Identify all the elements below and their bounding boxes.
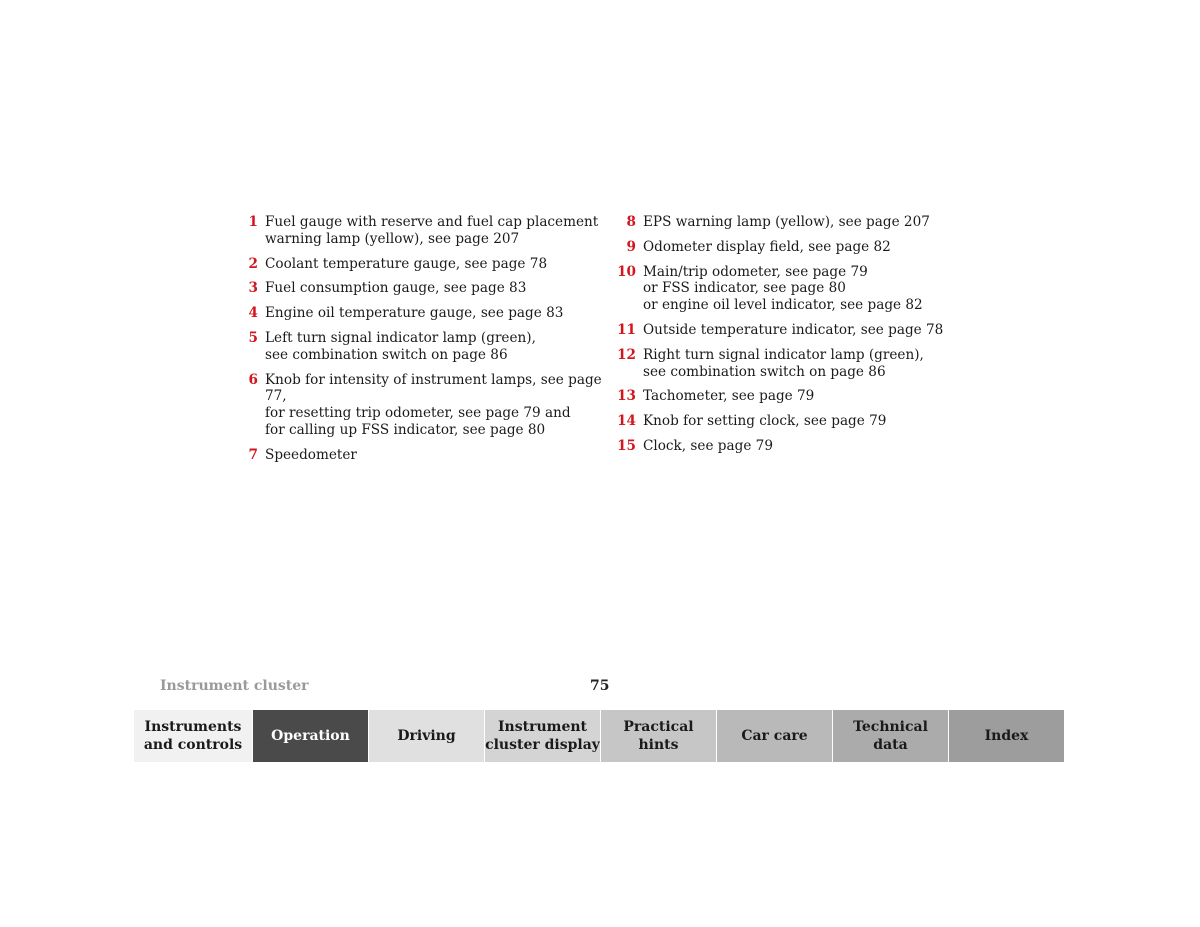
- legend-item: [234, 305, 604, 322]
- item-number: 11: [617, 321, 636, 338]
- legend-item: [234, 330, 604, 364]
- item-text: Coolant temperature gauge, see page 78: [265, 255, 548, 272]
- tab-operation[interactable]: Operation: [252, 710, 368, 762]
- item-number: 4: [248, 305, 258, 322]
- item-number: 12: [617, 346, 636, 363]
- page-number: 75: [590, 678, 610, 694]
- tab-instrument-cluster-display[interactable]: Instrument cluster display: [484, 710, 600, 762]
- item-number: 13: [617, 388, 636, 405]
- item-number: 2: [248, 255, 258, 272]
- legend-item: [612, 413, 992, 430]
- item-text: Clock, see page 79: [643, 437, 773, 454]
- legend-left-column: [234, 214, 604, 472]
- legend-item: [234, 214, 604, 248]
- item-number: 5: [248, 329, 258, 346]
- tab-driving[interactable]: Driving: [368, 710, 484, 762]
- tab-instruments-and-controls[interactable]: Instruments and controls: [134, 710, 252, 762]
- item-text: Odometer display field, see page 82: [643, 238, 891, 255]
- item-text: Right turn signal indicator lamp (green), see combination switch on page 86: [643, 346, 924, 380]
- tab-index[interactable]: Index: [948, 710, 1064, 762]
- item-number: 3: [248, 280, 258, 297]
- item-text: Fuel consumption gauge, see page 83: [265, 280, 527, 297]
- item-text: EPS warning lamp (yellow), see page 207: [643, 214, 930, 230]
- item-text: Knob for intensity of instrument lamps, see page 77, for resetting trip odometer, see page 79 and for calling up FSS indicator, see page 80: [265, 371, 602, 438]
- tab-practical-hints[interactable]: Practical hints: [600, 710, 716, 762]
- item-number: 14: [617, 413, 636, 430]
- item-text: Main/trip odometer, see page 79 or FSS indicator, see page 80 or engine oil level indicator, see page 82: [643, 263, 923, 314]
- item-number: 1: [248, 214, 258, 230]
- item-number: 9: [626, 238, 636, 255]
- item-text: Knob for setting clock, see page 79: [643, 413, 887, 430]
- legend-item: [612, 438, 992, 455]
- item-text: Outside temperature indicator, see page 78: [643, 321, 944, 338]
- legend-item: [234, 372, 604, 439]
- item-text: Speedometer: [265, 446, 357, 463]
- tab-technical-data[interactable]: Technical data: [832, 710, 948, 762]
- legend-item: [612, 239, 992, 256]
- chapter-nav: [134, 710, 1064, 762]
- legend-item: [612, 322, 992, 339]
- item-number: 7: [248, 446, 258, 463]
- item-text: Fuel gauge with reserve and fuel cap placement warning lamp (yellow), see page 207: [265, 214, 599, 247]
- legend-item: [612, 388, 992, 405]
- item-number: 6: [248, 371, 258, 388]
- item-number: 10: [617, 263, 636, 280]
- section-title: Instrument cluster: [160, 678, 309, 694]
- legend-item: [234, 256, 604, 273]
- item-number: 8: [626, 214, 636, 230]
- legend-item: [612, 214, 992, 231]
- legend-right-column: [612, 214, 992, 463]
- legend-item: [234, 447, 604, 464]
- legend-item: [612, 347, 992, 381]
- item-number: 15: [617, 437, 636, 454]
- legend-item: [234, 280, 604, 297]
- legend-item: [612, 264, 992, 314]
- item-text: Tachometer, see page 79: [643, 388, 815, 405]
- tab-car-care[interactable]: Car care: [716, 710, 832, 762]
- item-text: Engine oil temperature gauge, see page 83: [265, 305, 564, 322]
- item-text: Left turn signal indicator lamp (green), see combination switch on page 86: [265, 329, 536, 363]
